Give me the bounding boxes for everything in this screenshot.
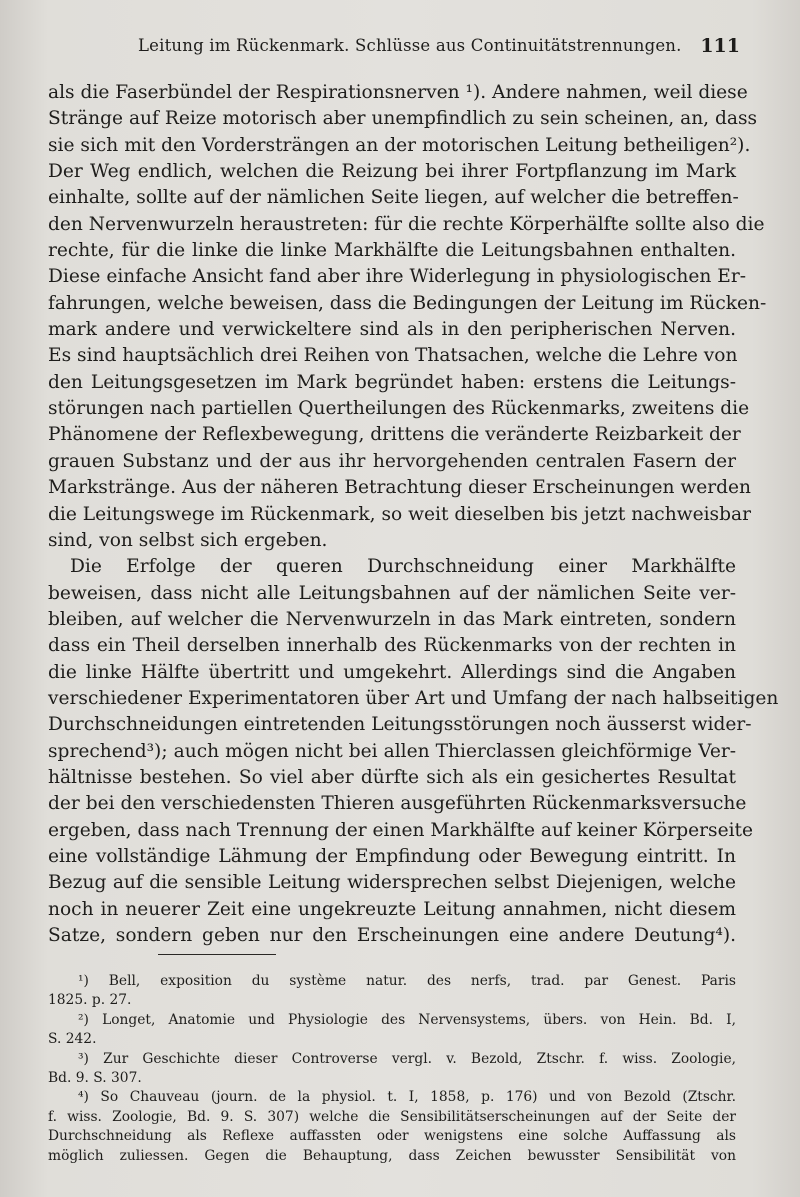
text-line: Markstränge. Aus der näheren Betrachtung dieser Erscheinungen werden (48, 477, 752, 499)
text-line: Diese einfache Ansicht fand aber ihre Widerlegung in physiologischen Er- (48, 266, 747, 288)
text-line: sie sich mit den Vordersträngen an der motorischen Leitung betheiligen²). (48, 134, 751, 156)
footnote-line: Bd. 9. S. 307. (48, 1069, 142, 1086)
text-line: den Nervenwurzeln heraustreten: für die rechte Körperhälfte sollte also die (48, 213, 765, 235)
body-text (48, 80, 779, 949)
text-line: rechte, für die linke die linke Markhälfte die Leitungsbahnen enthalten. (48, 240, 736, 262)
text-line: Durchschneidungen eintretenden Leitungsstörungen noch äusserst wider- (48, 714, 752, 736)
footnote-line: ¹) Bell, exposition du système natur. des nerfs, trad. par Genest. Paris (78, 973, 736, 989)
text-line: der bei den verschiedensten Thieren ausgeführten Rückenmarksversuche (48, 793, 747, 815)
text-line: störungen nach partiellen Quertheilungen des Rückenmarks, zweitens die (48, 398, 750, 420)
text-line: mark andere und verwickeltere sind als in den peripherischen Nerven. (48, 319, 736, 341)
footnote-line: ²) Longet, Anatomie und Physiologie des Nervensystems, übers. von Hein. Bd. I, (78, 1011, 736, 1028)
text-line: den Leitungsgesetzen im Mark begründet haben: erstens die Leitungs- (48, 371, 736, 393)
text-line: verschiedener Experimentatoren über Art und Umfang der nach halbseitigen (48, 687, 779, 709)
footnote-line: ³) Zur Geschichte dieser Controverse vergl. v. Bezold, Ztschr. f. wiss. Zoologie, (78, 1050, 736, 1067)
text-line: Phänomene der Reflexbewegung, drittens die veränderte Reizbarkeit der (48, 424, 741, 446)
text-line: beweisen, dass nicht alle Leitungsbahnen auf der nämlichen Seite ver- (48, 582, 736, 604)
text-line: fahrungen, welche beweisen, dass die Bedingungen der Leitung im Rücken- (48, 292, 767, 314)
text-line: dass ein Theil derselben innerhalb des Rückenmarks von der rechten in (48, 635, 736, 657)
footnote-line: 1825. p. 27. (48, 992, 132, 1009)
text-line: die linke Hälfte übertritt und umgekehrt. Allerdings sind die Angaben (48, 661, 736, 683)
text-line: sind, von selbst sich ergeben. (48, 529, 328, 551)
footnotes (48, 972, 736, 1166)
footnote-divider (158, 954, 276, 955)
text-line: Satze, sondern geben nur den Erscheinungen eine andere Deutung⁴). (48, 925, 736, 946)
footnote-line: möglich zuliessen. Gegen die Behauptung, dass Zeichen bewusster Sensibilität von (48, 1147, 736, 1164)
text-line: als die Faserbündel der Respirationsnerven ¹). Andere nahmen, weil diese (48, 82, 748, 103)
text-line: noch in neuerer Zeit eine ungekreuzte Leitung annahmen, nicht diesem (48, 898, 736, 920)
text-line: Der Weg endlich, welchen die Reizung bei ihrer Fortpflanzung im Mark (48, 161, 736, 183)
text-line: Es sind hauptsächlich drei Reihen von Thatsachen, welche die Lehre von (48, 345, 738, 367)
text-line: ergeben, dass nach Trennung der einen Markhälfte auf keiner Körperseite (48, 819, 754, 841)
text-line: Die Erfolge der queren Durchschneidung einer Markhälfte (70, 556, 736, 578)
text-line: die Leitungswege im Rückenmark, so weit dieselben bis jetzt nachweisbar (48, 503, 751, 525)
footnote-line: S. 242. (48, 1031, 97, 1048)
text-line: Stränge auf Reize motorisch aber unempfindlich zu sein scheinen, an, dass (48, 108, 758, 130)
footnote-line: f. wiss. Zoologie, Bd. 9. S. 307) welche die Sensibilitätserscheinungen auf der Seite der (48, 1108, 736, 1125)
text-line: hältnisse bestehen. So viel aber dürfte sich als ein gesichertes Resultat (48, 766, 736, 788)
text-line: Bezug auf die sensible Leitung widersprechen selbst Diejenigen, welche (48, 872, 736, 894)
text-line: grauen Substanz und der aus ihr hervorgehenden centralen Fasern der (48, 450, 736, 472)
footnote-line: Durchschneidung als Reflexe auffassten oder wenigstens eine solche Auffassung als (48, 1128, 736, 1145)
page-number: 111 (700, 35, 740, 57)
footnote-line: ⁴) So Chauveau (journ. de la physiol. t. I, 1858, p. 176) und von Bezold (Ztschr. (78, 1089, 736, 1106)
text-line: sprechend³); auch mögen nicht bei allen Thierclassen gleichförmige Ver- (48, 740, 736, 762)
running-head (48, 36, 740, 60)
running-head-title: Leitung im Rückenmark. Schlüsse aus Continuitätstrennungen. (138, 36, 682, 55)
text-line: bleiben, auf welcher die Nervenwurzeln in das Mark eintreten, sondern (48, 608, 736, 630)
text-line: eine vollständige Lähmung der Empfindung oder Bewegung eintritt. In (48, 845, 736, 867)
text-line: einhalte, sollte auf der nämlichen Seite liegen, auf welcher die betreffen- (48, 187, 739, 209)
